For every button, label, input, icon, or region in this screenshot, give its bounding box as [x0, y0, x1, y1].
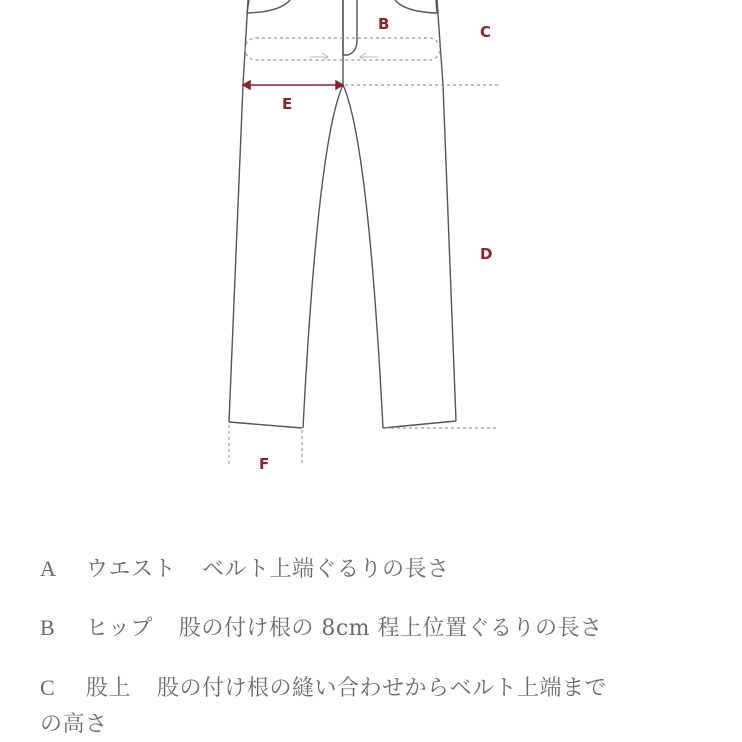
label-c: C: [480, 23, 492, 41]
definition-key: A: [40, 556, 57, 581]
definition-name: 股上: [86, 676, 132, 701]
label-e: E: [282, 95, 293, 113]
definition-text: 股の付け根の縫い合わせからベルト上端まで: [157, 676, 608, 701]
definition-b: [40, 611, 603, 642]
definition-key: C: [40, 675, 56, 700]
definition-key: B: [40, 615, 56, 640]
label-f: F: [259, 455, 270, 473]
definition-text: ベルト上端ぐるりの長さ: [202, 557, 450, 582]
label-d: D: [480, 245, 493, 263]
label-b: B: [378, 15, 390, 33]
definition-a: [40, 552, 450, 583]
definition-name: ヒップ: [86, 616, 153, 641]
definition-text: 股の付け根の 8cm 程上位置ぐるりの長さ: [178, 616, 603, 641]
definition-name: ウエスト: [86, 557, 177, 582]
definition-c: [40, 671, 607, 702]
definition-c-continuation: の高さ: [40, 712, 108, 737]
